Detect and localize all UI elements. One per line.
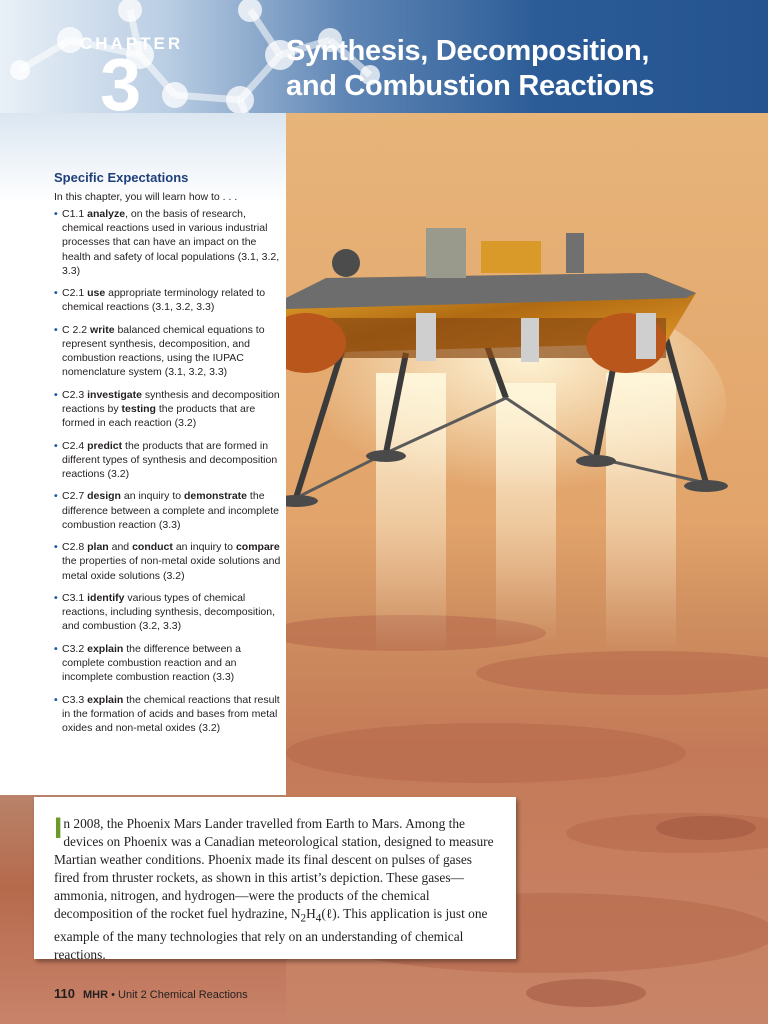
chapter-title (286, 34, 756, 104)
bullet-icon: • (54, 693, 58, 706)
page-number: 110 (54, 986, 75, 1001)
bullet-icon: • (54, 541, 58, 554)
expectation-item: • C 2.2 write balanced chemical equations to represent synthesis, decomposition, and combustion reactions, using the IUPAC nomenclature system (3.1, 3.2, 3.3) (54, 323, 265, 379)
chapter-header (0, 0, 768, 113)
footer-separator: • (108, 989, 119, 1001)
unit-label: Unit 2 Chemical Reactions (118, 989, 248, 1001)
expectation-item: • C2.8 plan and conduct an inquiry to compare the properties of non-metal oxide solutions and metal oxide solutions (3.2) (54, 541, 281, 582)
expectation-item: • C1.1 analyze, on the basis of research, chemical reactions used in various industrial processes that can have an impact on the health and safety of local populations (3.1, 3.2, 3.3) (54, 208, 280, 277)
bullet-icon: • (54, 287, 58, 300)
page-footer (54, 986, 284, 1001)
expectation-item: • C2.1 use appropriate terminology related to chemical reactions (3.1, 3.2, 3.3) (54, 287, 266, 314)
bullet-icon: • (54, 208, 58, 220)
intro-paragraph: In 2008, the Phoenix Mars Lander travelled from Earth to Mars. Among the devices on Phoenix was a Canadian meteorological station, designed to measure Martian weather conditions. Phoenix made its final descent on pulses of gases fired from thruster rockets, as shown in this artist’s depiction. These gases—ammonia, nitrogen, and hydrogen—were the products of the chemical decomposition of the rocket fuel hydrazine, $N_2H_4(\ell)$. This application is just one example of the many technologies that rely on an understanding of chemical reactions. (54, 812, 494, 962)
chapter-label: CHAPTER (80, 34, 184, 53)
drop-cap: I (54, 812, 63, 845)
bullet-icon: • (54, 591, 58, 604)
expectation-item: • C3.1 identify various types of chemical reactions, including synthesis, decomposition, and combustion (3.2, 3.3) (54, 591, 276, 633)
expectation-item: • C2.7 design an inquiry to demonstrate the difference between a complete and incomplete combustion reaction (3.3) (54, 490, 279, 531)
expectation-item: • C3.2 explain the difference between a complete combustion reaction and an incomplete combustion reaction (3.3) (54, 642, 242, 684)
bullet-icon: • (54, 323, 58, 336)
expectation-item: • C2.4 predict the products that are formed in different types of synthesis and decomposition reactions (3.2) (54, 439, 278, 480)
bullet-icon: • (54, 490, 58, 503)
bullet-icon: • (54, 642, 58, 655)
chapter-title-line1: Synthesis, Decomposition, (286, 35, 650, 67)
bullet-icon: • (54, 439, 58, 452)
hydrazine-formula: $N_2H_4(\ell)$ (290, 906, 337, 925)
expectations-intro: In this chapter, you will learn how to . . . (54, 191, 238, 203)
expectation-item: • C2.3 investigate synthesis and decomposition reactions by testing the products that are formed in each reaction (3.2) (54, 388, 280, 430)
chapter-title-line2: and Combustion Reactions (286, 70, 655, 102)
chapter-number: 3 (100, 43, 142, 113)
bullet-icon: • (54, 388, 58, 401)
expectations-list (54, 207, 284, 735)
publisher-brand: MHR (82, 989, 109, 1001)
specific-expectations (54, 170, 284, 743)
intro-box (34, 797, 516, 962)
expectations-heading: Specific Expectations (54, 170, 189, 185)
expectation-item: • C3.3 explain the chemical reactions that result in the formation of acids and bases from metal oxides and non-metal oxides (3.2) (54, 693, 280, 734)
